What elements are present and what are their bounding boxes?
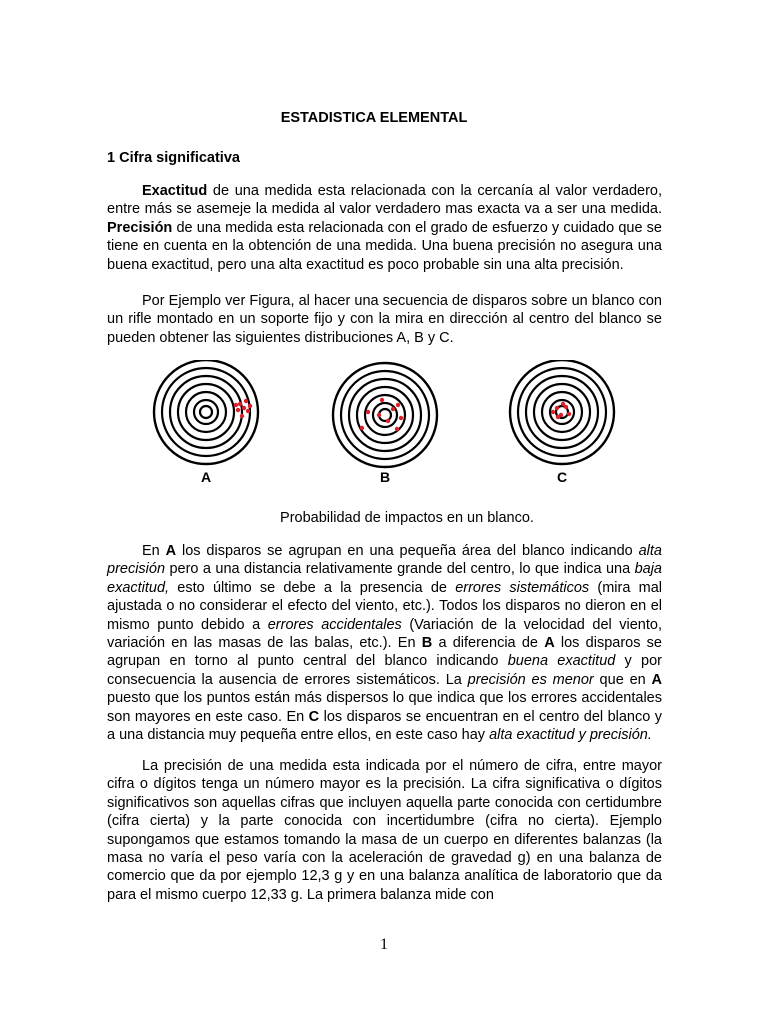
shot-mark (377, 413, 381, 417)
paragraph-ejemplo: Por Ejemplo ver Figura, al hacer una secuencia de disparos sobre un blanco con un rifle montado en un soporte fijo y con la mira en dirección al centro del blanco se pueden obtener las siguientes distribuciones A, B y C. (107, 293, 662, 346)
paragraph-analisis: En A los disparos se agrupan en una pequeña área del blanco indicando alta precisión pero a una distancia relativamente grande del centro, lo que indica una baja exactitud, esto último se debe a la presencia de errores sistemáticos (mira mal ajustada o no considerar el efecto del viento, etc.). Todos los disparos no dieron en el mismo punto debido a errores accidentales (Variación de la velocidad del viento, variación en las masas de las balas, etc.). En B a diferencia de A los disparos se agrupan en torno al punto central del blanco indicando buena exactitud y por consecuencia la ausencia de errores sistemáticos. La precisión es menor que en A puesto que los puntos están más dispersos lo que indica que los errores accidentales son mayores en este caso. En C los disparos se encuentran en el centro del blanco y a una distancia muy pequeña entre ellos, en este caso hay alta exactitud y precisión. (107, 543, 663, 744)
shot-mark (236, 408, 240, 412)
figure-caption: Probabilidad de impactos en un blanco. (280, 510, 534, 526)
term-exactitud: Exactitud (142, 183, 208, 199)
target-ring (373, 403, 397, 427)
shot-mark (556, 415, 560, 419)
target-a (154, 360, 258, 464)
target-b (333, 363, 437, 467)
shot-mark (399, 416, 403, 420)
shot-mark (242, 406, 246, 410)
section-heading: 1 Cifra significativa (107, 150, 240, 166)
targets-figure (100, 360, 660, 490)
shot-mark (380, 398, 384, 402)
target-c (510, 360, 614, 464)
shot-mark (366, 410, 370, 414)
target-ring (194, 400, 218, 424)
shot-mark (248, 404, 252, 408)
target-ring (200, 406, 212, 418)
target-ring (186, 392, 226, 432)
target-ring (341, 371, 429, 459)
shot-mark (360, 426, 364, 430)
shot-mark (561, 402, 565, 406)
target-label-c: C (556, 469, 568, 485)
shot-mark (551, 410, 555, 414)
shot-mark (244, 399, 248, 403)
shot-mark (240, 414, 244, 418)
paragraph-exactitud: Exactitud de una medida esta relacionada con la cercanía al valor verdadero, entre más se asemeje la medida al valor verdadero mas exacta va a ser una medida. Precisión de una medida esta relacionada con el grado de esfuerzo y cuidado que se tiene en cuenta en la obtención de una medida. Una buena precisión no asegura una buena exactitud, pero una alta exactitud es poco probable sin una alta precisión. (107, 183, 662, 273)
target-ring (542, 392, 582, 432)
target-ring (170, 376, 242, 448)
shot-mark (234, 403, 238, 407)
shot-mark (395, 427, 399, 431)
paragraph-cifras: La precisión de una medida esta indicada por el número de cifra, entre mayor cifra o dígitos tenga un número mayor es la precisión. La cifra significativa o dígitos significativos son aquellas cifras que incluyen aquella parte conocida con certidumbre (cifra cierta) y la parte conocida con incertidumbre (cifra no cierta). Ejemplo supongamos que estamos tomando la masa de un cuerpo en diferentes balanzas (la masa no varía el peso varía con la aceleración de gravedad g) en una balanza de comercio que da por ejemplo 12,3 g y en una balanza analítica de laboratorio que da para el mismo cuerpo 12,33 g. La primera balanza mide con (107, 758, 662, 903)
shot-mark (396, 403, 400, 407)
shot-mark (567, 412, 571, 416)
term-precision: Precisión (107, 219, 173, 236)
target-ring (349, 379, 421, 451)
target-label-b: B (379, 469, 391, 485)
shot-mark (238, 402, 242, 406)
shot-mark (391, 407, 395, 411)
shot-mark (386, 419, 390, 423)
target-ring (162, 368, 250, 456)
target-ring (518, 368, 606, 456)
page-number: 1 (380, 936, 388, 953)
shot-mark (555, 406, 559, 410)
target-label-a: A (200, 469, 212, 485)
shot-mark (246, 409, 250, 413)
target-ring (526, 376, 598, 448)
document-title: ESTADISTICA ELEMENTAL (280, 110, 468, 126)
